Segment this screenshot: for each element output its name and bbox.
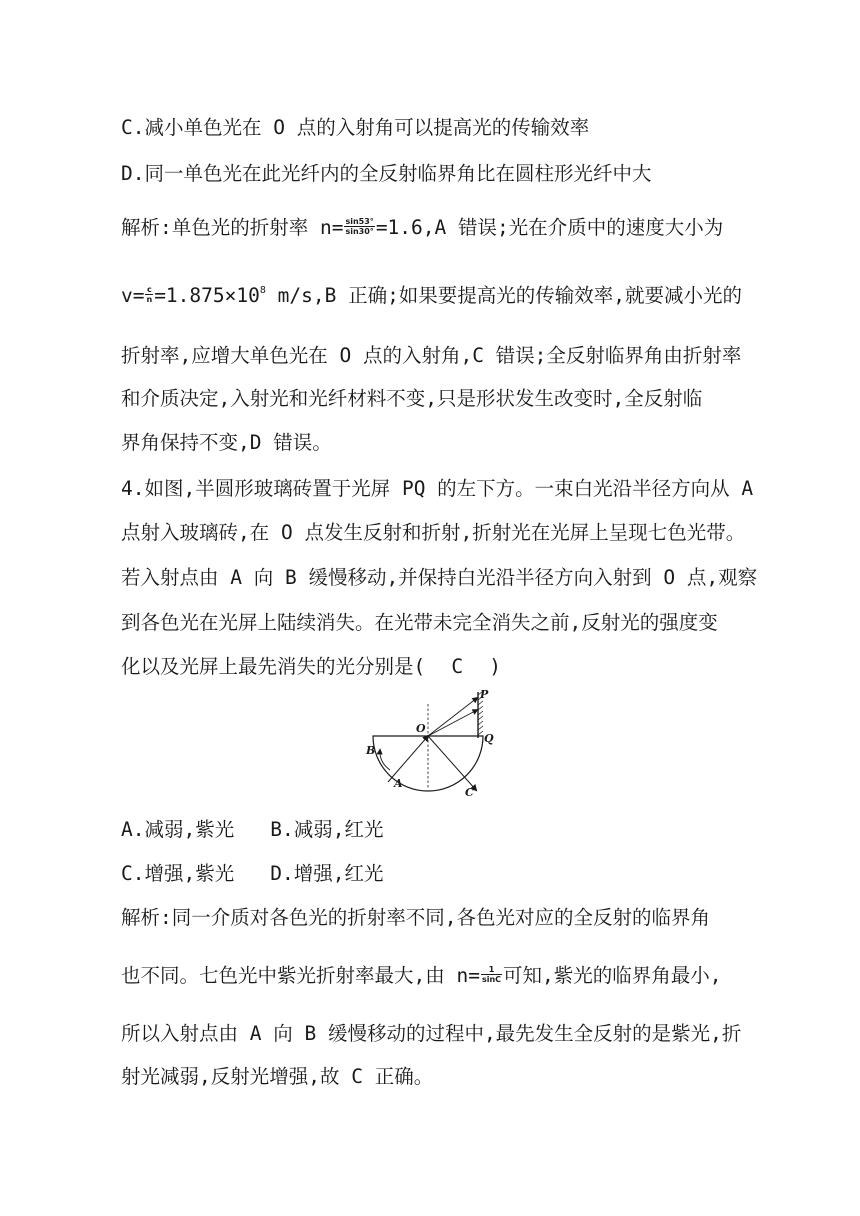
fraction-numerator: 1: [481, 965, 502, 975]
label-o: O: [416, 722, 426, 735]
options-row-1: [121, 817, 761, 843]
incident-ray: [388, 736, 428, 782]
explanation-line-1: [121, 215, 761, 241]
explanation-line-6: 解析:同一介质对各色光的折射率不同,各色光对应的全反射的临界角: [121, 906, 710, 929]
question-4-line-4: 到各色光在光屏上陆续消失。在光带未完全消失之前,反射光的强度变: [121, 611, 718, 634]
optics-figure: [360, 686, 510, 798]
label-a: A: [394, 777, 403, 790]
text: 化以及光屏上最先消失的光分别是(: [121, 655, 426, 678]
question-4-line-3: 若入射点由 A 向 B 缓慢移动,并保持白光沿半径方向入射到 O 点,观察: [121, 566, 758, 589]
label-c: C: [465, 786, 474, 798]
explanation-line-8: 所以入射点由 A 向 B 缓慢移动的过程中,最先发生全反射的是紫光,折: [121, 1022, 742, 1045]
fraction-numerator: sin53°: [345, 217, 374, 226]
explanation-line-5: 界角保持不变,D 错误。: [121, 431, 332, 454]
refracted-ray-lower: [428, 710, 477, 736]
options-row-2: [121, 861, 761, 887]
fraction-denominator: n: [146, 295, 153, 304]
option-d: D.增强,红光: [270, 862, 384, 885]
explanation-line-9: 射光减弱,反射光增强,故 C 正确。: [121, 1065, 434, 1088]
text: 解析:单色光的折射率 n=: [121, 216, 344, 239]
text: =1.6,A 错误;光在介质中的速度大小为: [375, 216, 724, 239]
label-q: Q: [484, 732, 494, 745]
fraction-denominator: sin30°: [345, 227, 374, 236]
option-c: C.增强,紫光: [121, 862, 235, 885]
text: v=: [121, 284, 145, 307]
fraction-critical-angle: [481, 965, 502, 984]
text: m/s,B 正确;如果要提高光的传输效率,就要减小光的: [265, 284, 743, 307]
explanation-line-2: [121, 283, 761, 309]
fraction-numerator: c: [146, 285, 152, 294]
text: 也不同。七色光中紫光折射率最大,由 n=: [121, 964, 480, 987]
label-p: P: [480, 688, 489, 701]
fraction-speed: [145, 285, 153, 304]
option-c-line: C.减小单色光在 O 点的入射角可以提高光的传输效率: [121, 116, 590, 139]
answer-blank: C: [451, 655, 464, 678]
option-b: B.减弱,红光: [270, 818, 384, 841]
question-4-line-1: 4.如图,半圆形玻璃砖置于光屏 PQ 的左下方。一束白光沿半径方向从 A: [121, 477, 754, 500]
question-4-line-5: [121, 654, 761, 680]
text: =1.875×10: [154, 284, 260, 307]
movement-arrow: [380, 750, 390, 770]
fraction-refractive-index: [344, 217, 374, 236]
reflected-ray: [428, 736, 476, 790]
explanation-line-4: 和介质决定,入射光和光纤材料不变,只是形状发生改变时,全反射临: [121, 387, 703, 410]
label-b: B: [366, 744, 376, 757]
fraction-denominator: sinC: [481, 975, 502, 984]
explanation-line-3: 折射率,应增大单色光在 O 点的入射角,C 错误;全反射临界角由折射率: [121, 344, 742, 367]
option-d-line: D.同一单色光在此光纤内的全反射临界角比在圆柱形光纤中大: [121, 162, 652, 185]
text: 可知,紫光的临界角最小,: [503, 964, 722, 987]
option-a: A.减弱,紫光: [121, 818, 235, 841]
text: ): [489, 655, 501, 678]
exponent: 8: [259, 285, 266, 296]
question-4-line-2: 点射入玻璃砖,在 O 点发生反射和折射,折射光在光屏上呈现七色光带。: [121, 521, 746, 544]
refracted-ray-upper: [428, 698, 477, 736]
explanation-line-7: [121, 963, 761, 989]
